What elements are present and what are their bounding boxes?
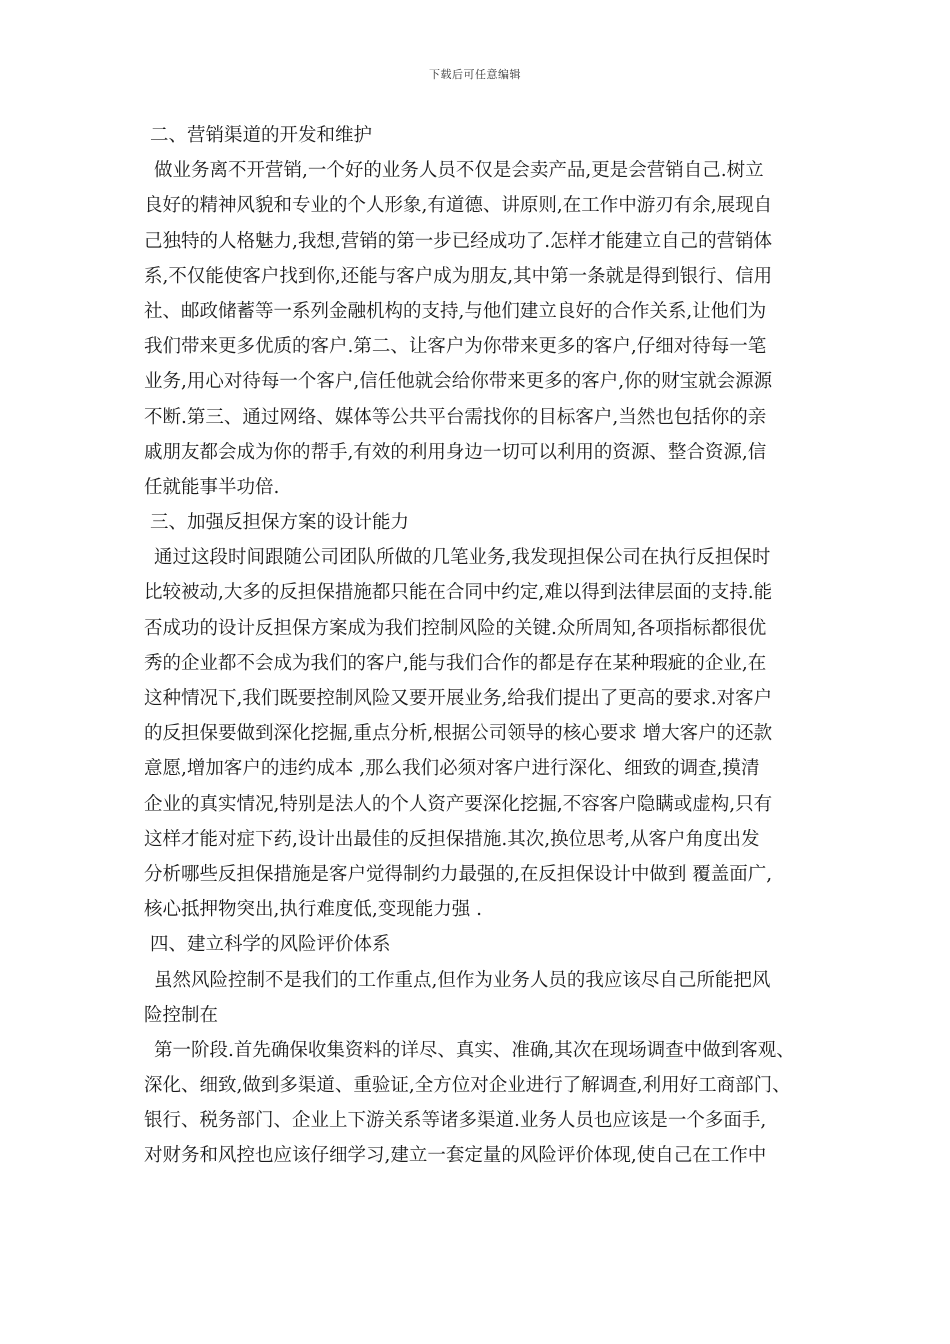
text-line: 己独特的人格魅力,我想,营销的第一步已经成功了.怎样才能建立自己的营销体: [144, 230, 773, 252]
section-heading: 四、建立科学的风险评价体系: [150, 934, 391, 956]
text-line: 核心抵押物突出,执行难度低,变现能力强 .: [144, 899, 483, 921]
text-line: 这样才能对症下药,设计出最佳的反担保措施.其次,换位思考,从客户角度出发: [144, 828, 760, 850]
text-line: 不断.第三、通过网络、媒体等公共平台需找你的目标客户,当然也包括你的亲: [144, 406, 767, 428]
text-line: 良好的精神风貌和专业的个人形象,有道德、讲原则,在工作中游刃有余,展现自: [144, 195, 773, 217]
text-line: 做业务离不开营销,一个好的业务人员不仅是会卖产品,更是会营销自己.树立: [154, 160, 764, 182]
text-line: 对财务和风控也应该仔细学习,建立一套定量的风险评价体现,使自己在工作中: [144, 1145, 767, 1167]
text-line: 社、邮政储蓄等一系列金融机构的支持,与他们建立良好的合作关系,让他们为: [144, 300, 767, 322]
text-line: 系,不仅能使客户找到你,还能与客户成为朋友,其中第一条就是得到银行、信用: [144, 265, 773, 287]
text-line: 深化、细致,做到多渠道、重验证,全方位对企业进行了解调查,利用好工商部门、: [144, 1075, 791, 1097]
text-line: 戚朋友都会成为你的帮手,有效的利用身边一切可以利用的资源、整合资源,信: [144, 441, 767, 463]
section-heading: 二、营销渠道的开发和维护: [150, 125, 373, 146]
text-line: 业务,用心对待每一个客户,信任他就会给你带来更多的客户,你的财宝就会源源: [144, 371, 773, 393]
document-body: [144, 118, 809, 1174]
text-line: 第一阶段.首先确保收集资料的详尽、真实、准确,其次在现场调查中做到客观、: [154, 1039, 795, 1061]
page-header: 下载后可任意编辑: [429, 68, 521, 81]
text-line: 这种情况下,我们既要控制风险又要开展业务,给我们提出了更高的要求.对客户: [144, 688, 773, 709]
text-line: 秀的企业都不会成为我们的客户,能与我们合作的都是存在某种瑕疵的企业,在: [144, 652, 767, 674]
text-line: 意愿,增加客户的违约成本 ,那么我们必须对客户进行深化、细致的调查,摸清: [144, 758, 760, 780]
text-line: 银行、税务部门、企业上下游关系等诸多渠道.业务人员也应该是一个多面手,: [144, 1110, 767, 1132]
text-line: 我们带来更多优质的客户.第二、让客户为你带来更多的客户,仔细对待每一笔: [144, 336, 767, 358]
section-heading: 三、加强反担保方案的设计能力: [150, 512, 410, 534]
text-line: 企业的真实情况,特别是法人的个人资产要深化挖掘,不容客户隐瞒或虚构,只有: [144, 793, 773, 815]
text-line: 的反担保要做到深化挖掘,重点分析,根据公司领导的核心要求 增大客户的还款: [144, 723, 773, 745]
text-line: 比较被动,大多的反担保措施都只能在合同中约定,难以得到法律层面的支持.能: [144, 582, 773, 604]
text-line: 否成功的设计反担保方案成为我们控制风险的关键.众所周知,各项指标都很优: [144, 617, 767, 639]
text-line: 虽然风险控制不是我们的工作重点,但作为业务人员的我应该尽自己所能把风: [154, 969, 771, 991]
text-line: 任就能事半功倍.: [144, 476, 280, 498]
text-line: 通过这段时间跟随公司团队所做的几笔业务,我发现担保公司在执行反担保时: [154, 547, 771, 569]
text-line: 分析哪些反担保措施是客户觉得制约力最强的,在反担保设计中做到 覆盖面广,: [144, 863, 773, 885]
text-line: 险控制在: [144, 1004, 219, 1026]
